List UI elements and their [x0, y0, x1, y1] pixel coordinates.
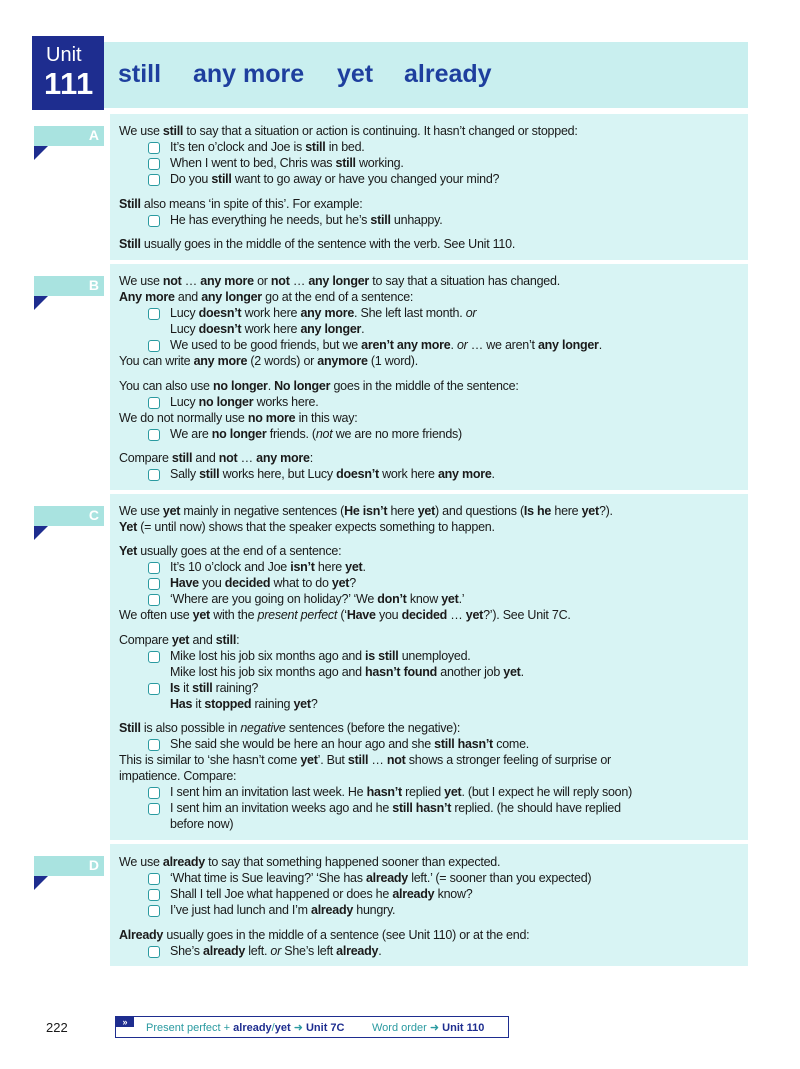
example-line: I sent him an invitation last week. He hasn’t replied yet. (but I expect he will reply soon)	[170, 785, 632, 799]
example-line: She’s already left. or She’s left already.	[170, 944, 382, 958]
example-line: We are no longer friends. (not we are no more friends)	[170, 427, 462, 441]
text-line: Yet (= until now) shows that the speaker expects something to happen.	[119, 520, 495, 534]
text-line: Yet usually goes at the end of a sentence:	[119, 544, 342, 558]
example-line: Have you decided what to do yet?	[170, 576, 356, 590]
text-line: This is similar to ‘she hasn’t come yet’. But still … not shows a stronger feeling of surprise or	[119, 753, 611, 767]
section-a-letter: A	[88, 127, 99, 143]
section-c-marker	[34, 526, 48, 540]
text-line: Compare yet and still:	[119, 633, 240, 647]
link-present-perfect[interactable]: Present perfect + already/yet ➜ Unit 7C	[146, 1022, 345, 1034]
title-already: already	[404, 60, 492, 88]
example-line: Shall I tell Joe what happened or does he already know?	[170, 887, 473, 901]
example-line: We used to be good friends, but we aren’t any more. or … we aren’t any longer.	[170, 338, 602, 352]
text-line: We use already to say that something happened sooner than expected.	[119, 855, 501, 869]
example-line: ‘What time is Sue leaving?’ ‘She has already left.’ (= sooner than you expected)	[170, 871, 592, 885]
section-b-letter: B	[88, 277, 99, 293]
section-a-tab	[34, 126, 104, 146]
text-line: Still also means ‘in spite of this’. For example:	[119, 197, 363, 211]
example-line: Is it still raining?	[170, 681, 259, 695]
section-b-tab	[34, 276, 104, 296]
example-line: I’ve just had lunch and I’m already hungry.	[170, 903, 396, 917]
text-line: We use yet mainly in negative sentences (He isn’t here yet) and questions (Is he here yet?).	[119, 504, 613, 518]
example-line: Lucy no longer works here.	[170, 395, 319, 409]
text-line: We do not normally use no more in this way:	[119, 411, 358, 425]
text-line: Any more and any longer go at the end of a sentence:	[119, 290, 414, 304]
text-line: Compare still and not … any more:	[119, 451, 313, 465]
section-c-letter: C	[88, 507, 99, 523]
unit-badge	[32, 36, 104, 110]
text-line: You can write any more (2 words) or anymore (1 word).	[119, 354, 418, 368]
example-line: Do you still want to go away or have you changed your mind?	[170, 172, 500, 186]
example-line: Lucy doesn’t work here any more. She left last month. or	[170, 306, 477, 320]
example-line: It’s 10 o’clock and Joe isn’t here yet.	[170, 560, 366, 574]
section-d-marker	[34, 876, 48, 890]
example-line: Sally still works here, but Lucy doesn’t work here any more.	[170, 467, 495, 481]
example-line: She said she would be here an hour ago and she still hasn’t come.	[170, 737, 529, 751]
title-any-more: any more	[193, 60, 305, 88]
text-line: Already usually goes in the middle of a sentence (see Unit 110) or at the end:	[119, 928, 530, 942]
example-line: Mike lost his job six months ago and hasn’t found another job yet.	[170, 665, 524, 679]
page-number: 222	[46, 1020, 68, 1035]
example-line: It’s ten o’clock and Joe is still in bed.	[170, 140, 365, 154]
example-line: I sent him an invitation weeks ago and he still hasn’t replied. (he should have replied	[170, 801, 621, 815]
unit-label: Unit	[46, 44, 82, 66]
text-line: Still is also possible in negative sentences (before the negative):	[119, 721, 461, 735]
example-line: When I went to bed, Chris was still working.	[170, 156, 404, 170]
section-d-tab	[34, 856, 104, 876]
unit-number: 111	[44, 66, 94, 101]
section-a-marker	[34, 146, 48, 160]
title-bar	[104, 42, 748, 108]
text-line: You can also use no longer. No longer goes in the middle of the sentence:	[119, 379, 519, 393]
cross-reference-box	[115, 1016, 509, 1038]
example-line: before now)	[170, 817, 234, 831]
text-line: impatience. Compare:	[119, 769, 237, 783]
example-line: He has everything he needs, but he’s still unhappy.	[170, 213, 443, 227]
section-c-tab	[34, 506, 104, 526]
example-line: Lucy doesn’t work here any longer.	[170, 322, 365, 336]
link-word-order[interactable]: Word order ➜ Unit 110	[372, 1022, 485, 1034]
section-b-marker	[34, 296, 48, 310]
section-d-letter: D	[88, 857, 99, 873]
example-line: ‘Where are you going on holiday?’ ‘We don’t know yet.’	[170, 592, 465, 606]
title-still: still	[118, 60, 162, 88]
text-line: We often use yet with the present perfect (‘Have you decided … yet?’). See Unit 7C.	[119, 608, 571, 622]
text-line: We use not … any more or not … any longer to say that a situation has changed.	[119, 274, 560, 288]
text-line: Still usually goes in the middle of the sentence with the verb. See Unit 110.	[119, 237, 516, 251]
example-line: Mike lost his job six months ago and is still unemployed.	[170, 649, 471, 663]
text-line: We use still to say that a situation or action is continuing. It hasn’t changed or stopped:	[119, 124, 578, 138]
title-yet: yet	[337, 60, 374, 88]
example-line: Has it stopped raining yet?	[170, 697, 318, 711]
double-chevron-icon: »	[116, 1017, 134, 1027]
